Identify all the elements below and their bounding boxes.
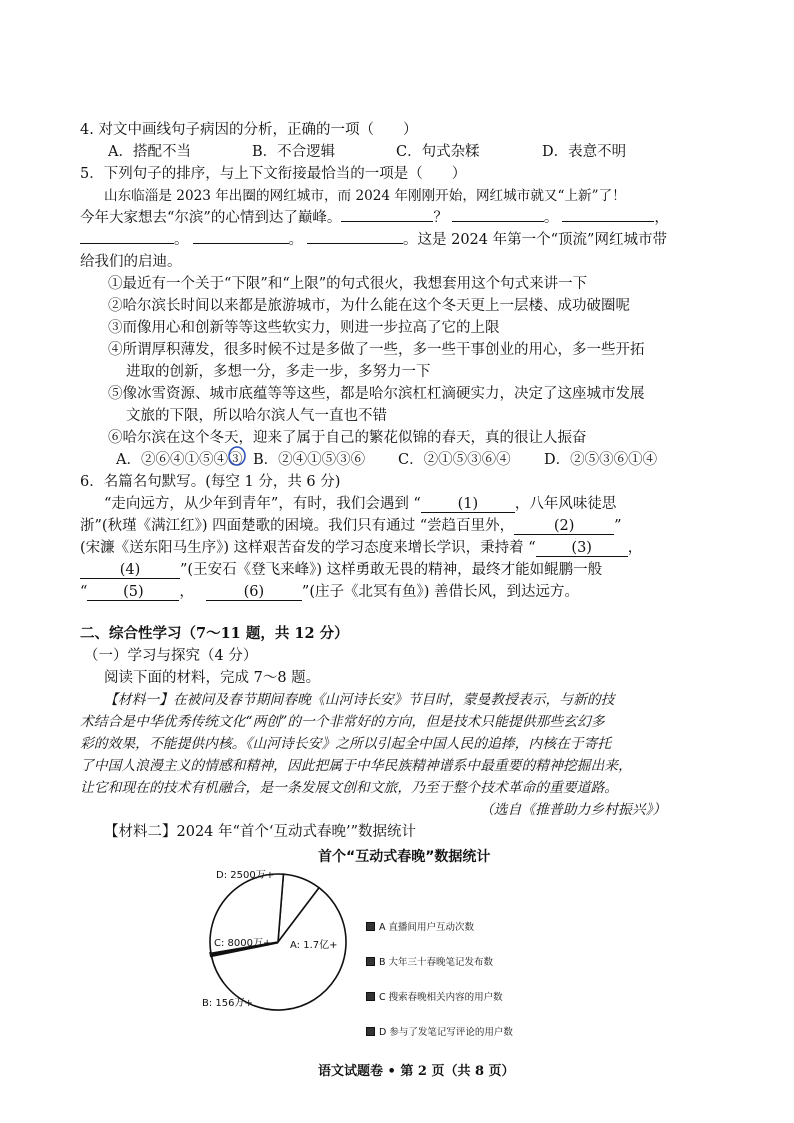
q6-line2-tail: ” [614, 518, 622, 534]
legend-swatch-a [366, 922, 375, 931]
q5-context-line2: 今年大家想去“尔滨”的心情到达了巅峰。 ？ 。 ， [80, 206, 669, 227]
q5-line2-dot: 。 [543, 210, 559, 226]
q6-stem: 6．名篇名句默写。(每空 1 分，共 6 分) [80, 474, 341, 490]
q5-item-5-cont: 文旅的下限，所以哈尔滨人气一直也不错 [126, 408, 387, 424]
legend-swatch-d [366, 1027, 375, 1036]
material1-line1: 【材料一】在被问及春节期间春晚《山河诗长安》节目时，蒙曼教授表示，与新的技 [104, 692, 615, 708]
q6-line3-tail: ， [627, 540, 643, 556]
q6-line5-comma: ， [179, 584, 194, 600]
q5-context-line3 [80, 228, 667, 249]
q5-item-4: ④所谓厚积薄发，很多时候不过是多做了一些，多一些干事创业的用心，多一些开拓 [108, 342, 645, 358]
q5-option-a: A．②⑥④①⑤④③ [116, 452, 243, 468]
legend-item-c [366, 988, 503, 1004]
q6-line3 [80, 536, 642, 557]
q6-line2 [80, 514, 622, 535]
q6-line4-text: ”(王安石《登飞来峰》) 这样勇敢无畏的精神，最终才能如鲲鹏一般 [180, 562, 603, 578]
material1-line4: 了中国人浪漫主义的情感和精神，因此把属于中华民族精神谱系中最重要的精神挖掘出来， [80, 758, 632, 774]
q5-blank-1 [341, 207, 433, 222]
chart-title: 首个“互动式春晚”数据统计 [318, 849, 491, 865]
pie-label-c: C: 8000万+ [214, 938, 272, 949]
q6-blank-6: (6) [206, 584, 302, 601]
material1-line2: 术结合是中华优秀传统文化“两创”的一个非常好的方向，但是技术只能提供那些玄幻多 [80, 714, 605, 730]
q6-line5-text: ”(庄子《北冥有鱼》) 善借长风，到达远方。 [301, 584, 580, 600]
page-footer: 语文试题卷 • 第 2 页（共 8 页） [318, 1064, 515, 1079]
q5-line2-text: 今年大家想去“尔滨”的心情到达了巅峰。 [80, 210, 342, 226]
q6-blank-2: (2) [514, 518, 614, 535]
q6-line5-open: “ [80, 584, 88, 600]
legend-item-a [366, 918, 474, 934]
q6-line4 [80, 558, 602, 579]
section2-subtitle: （一）学习与探究（4 分） [84, 648, 258, 664]
q5-item-2: ②哈尔滨长时间以来都是旅游城市，为什么能在这个冬天更上一层楼、成功破圈呢 [108, 298, 630, 314]
q5-blank-3 [562, 207, 654, 222]
q5-line3-dot2: 。 [288, 232, 303, 248]
q5-line2-q: ？ [433, 210, 448, 226]
q4-option-b: B．不合逻辑 [252, 144, 336, 160]
handwritten-circle-mark [226, 445, 248, 467]
q5-option-c: C．②①⑤③⑥④ [398, 452, 511, 468]
q5-item-3: ③而像用心和创新等等这些软实力，则进一步拉高了它的上限 [108, 320, 500, 336]
q6-line1 [104, 492, 616, 513]
q5-item-1: ①最近有一个关于“下限”和“上限”的句式很火，我想套用这个句式来讲一下 [108, 276, 588, 292]
q6-line1-text: “走向远方，从少年到青年”，有时，我们会遇到 “ [104, 496, 421, 512]
legend-item-d [366, 1023, 513, 1039]
section2-title: 二、综合性学习（7～11 题，共 12 分） [80, 625, 349, 642]
q5-blank-6 [307, 229, 403, 244]
material1-source: （选自《推普助力乡村振兴》） [480, 802, 667, 818]
q5-blank-4 [80, 229, 174, 244]
legend-swatch-b [366, 957, 375, 966]
q5-option-b: B．②④①⑤③⑥ [253, 452, 366, 468]
section2-intro: 阅读下面的材料，完成 7～8 题。 [104, 670, 321, 686]
material1-line3: 彩的效果，不能提供内核。《山河诗长安》之所以引起全中国人民的追捧，内核在于寄托 [80, 736, 612, 752]
q6-line1-tail: ，八年风味徒思 [514, 496, 617, 512]
q4-option-d: D．表意不明 [542, 144, 627, 160]
q4-stem: 4. 对文中画线句子病因的分析，正确的一项（ ） [80, 122, 418, 138]
q5-line3-text: 。这是 2024 年第一个“顶流”网红城市带 [403, 232, 667, 248]
q5-context-line4: 给我们的启迪。 [80, 254, 182, 270]
legend-text-a: A 直播间用户互动次数 [379, 922, 475, 933]
q6-blank-4: (4) [80, 562, 180, 579]
pie-label-a: A: 1.7亿+ [290, 940, 338, 951]
pie-label-d: D: 2500万+ [216, 870, 275, 881]
q5-context-line1: 山东临淄是 2023 年出圈的网红城市，而 2024 年刚刚开始，网红城市就又“上新”了！ [104, 188, 626, 204]
q5-line3-dot1: 。 [174, 232, 189, 248]
q6-blank-5: (5) [87, 584, 179, 601]
pie-label-b: B: 156万+ [202, 998, 253, 1009]
q6-line5 [80, 580, 579, 601]
q5-stem: 5．下列句子的排序，与上下文衔接最恰当的一项是（ ） [80, 166, 467, 182]
legend-text-d: D 参与了发笔记写评论的用户数 [379, 1027, 513, 1038]
material1-line5: 让它和现在的技术有机融合，是一条发展文创和文旅，乃至于整个技术革命的重要道路。 [80, 780, 619, 796]
q6-line3-text: (宋濂《送东阳马生序》) 这样艰苦奋发的学习态度来增长学识，秉持着 “ [80, 540, 536, 556]
legend-swatch-c [366, 992, 375, 1001]
legend-text-b: B 大年三十春晚笔记发布数 [379, 957, 494, 968]
q4-option-c: C．句式杂糅 [396, 144, 480, 160]
q5-option-d: D．②⑤③⑥①④ [544, 452, 658, 468]
q5-item-6: ⑥哈尔滨在这个冬天，迎来了属于自己的繁花似锦的春天，真的很让人振奋 [108, 430, 587, 446]
q5-item-4-cont: 进取的创新，多想一分，多走一步，多努力一下 [126, 364, 431, 380]
legend-text-c: C 搜索春晚相关内容的用户数 [379, 992, 503, 1003]
material2-heading: 【材料二】2024 年“首个‘互动式春晚’”数据统计 [104, 824, 417, 840]
q6-blank-1: (1) [421, 496, 515, 513]
q6-blank-3: (3) [536, 540, 628, 557]
q5-item-5: ⑤像冰雪资源、城市底蕴等等这些，都是哈尔滨杠杠滴硬实力，决定了这座城市发展 [108, 386, 645, 402]
pie-chart [196, 860, 366, 1020]
q5-blank-5 [193, 229, 289, 244]
q5-blank-2 [452, 207, 544, 222]
q6-line2-text: 浙”(秋瑾《满江红》) 四面楚歌的困境。我们只有通过 “尝趋百里外， [80, 518, 515, 534]
legend-item-b [366, 953, 493, 969]
q4-option-a: A．搭配不当 [108, 144, 191, 160]
